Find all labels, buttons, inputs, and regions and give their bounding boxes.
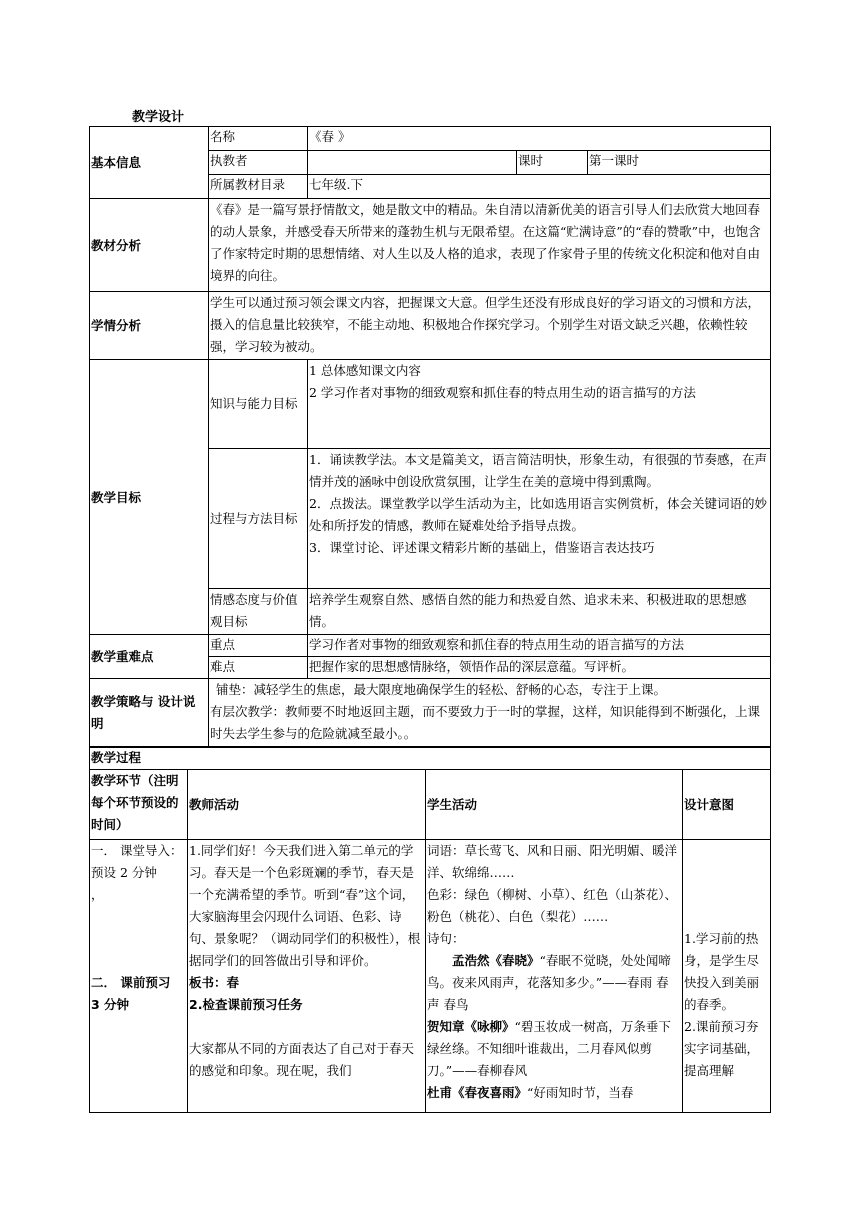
- student-words: 词语：草长莺飞、风和日丽、阳光明媚、暖洋洋、软绵绵……: [427, 843, 678, 880]
- stage-1-note: ，: [91, 887, 104, 902]
- process-content: [308, 449, 771, 589]
- keypoints-heading: 教学重难点: [90, 635, 209, 679]
- student-poem-3: [427, 1082, 681, 1104]
- student-poems-label: 诗句：: [427, 931, 465, 946]
- page-title: 教学设计: [132, 110, 185, 125]
- hard-label: 难点: [209, 657, 308, 679]
- name-label: 名称: [209, 127, 308, 151]
- key-text: 学习作者对事物的细致观察和抓住春的特点用生动的语言描写的方法: [308, 635, 771, 657]
- student-analysis-heading: 学情分析: [90, 292, 209, 360]
- process-table: [89, 747, 771, 1113]
- poem-2: “碧玉妆成一树高，万条垂下绿丝绦。不知细叶谁裁出，二月春风似剪刀。”——春柳春风: [427, 1019, 671, 1078]
- process-label: 过程与方法目标: [209, 449, 308, 589]
- intent-2: 2.课前预习夯实字词基础，提高理解: [684, 1019, 760, 1078]
- student-activity: [426, 840, 683, 1113]
- teacher-paragraph-2: 2.检查课前预习任务: [189, 997, 303, 1012]
- stage-cell: [90, 840, 188, 1113]
- stage-2: 二． 课前预习: [91, 975, 171, 990]
- poet-3: 杜甫《春夜喜雨》: [427, 1085, 528, 1100]
- strategy-text-2: 有层次教学：教师要不时地返回主题，而不要致力于一时的掌握，这样，知识能得到不断强化，上课时失去学生参与的危险就减至最小。。: [210, 704, 761, 741]
- name-value: 《春 》: [308, 127, 771, 151]
- design-intent: [683, 840, 771, 1113]
- student-poem-2: [427, 1016, 681, 1082]
- material-analysis-text: 《春》是一篇写景抒情散文，她是散文中的精品。朱自清以清新优美的语言引导人们去欣赏大地回春的动人景象，并感受春天所带来的蓬勃生机与无限希望。在这篇“贮满诗意”的“春的赞歌”中，也饱含了作家特定时期的思想情绪、对人生以及人格的追求，表现了作家骨子里的传统文化积淀和他对自由境界的向往。: [209, 199, 771, 292]
- design-table: [89, 126, 771, 747]
- col-teacher: 教师活动: [188, 770, 426, 840]
- knowledge-line: 2 学习作者对事物的细致观察和抓住春的特点用生动的语言描写的方法: [309, 385, 696, 400]
- emotion-text: 培养学生观察自然、感悟自然的能力和热爱自然、追求未来、积极进取的思想感情。: [308, 589, 771, 635]
- teacher-paragraph-3: 大家都从不同的方面表达了自己对于春天的感觉和印象。现在呢，我们: [189, 1041, 415, 1078]
- col-stage: 教学环节（注明每个环节预设的时间）: [90, 770, 188, 840]
- teacher-paragraph-1: 1.同学们好！今天我们进入第二单元的学习。春天是一个色彩斑斓的季节，春天是一个充满希望的季节。听到“春”这个词，大家脑海里会闪现什么词语、色彩、诗句、景象呢？（调动同学们的积极性），根据同学们的回答做出引导和评价。: [189, 843, 421, 968]
- basic-info-heading: 基本信息: [90, 127, 209, 199]
- period-value: 第一课时: [588, 151, 771, 175]
- process-line: 1．诵读教学法。本文是篇美文，语言简洁明快，形象生动，有很强的节奏感，在声情并茂的涵咏中创设欣赏氛围，让学生在美的意境中得到熏陶。: [309, 452, 767, 489]
- material-analysis-heading: 教材分析: [90, 199, 209, 292]
- poem-3: “好雨知时节，当春: [527, 1085, 634, 1100]
- student-colors: 色彩：绿色（柳树、小草）、红色（山茶花）、粉色（桃花）、白色（梨花）……: [427, 887, 678, 924]
- poet-2: 贺知章《咏柳》: [427, 1019, 515, 1034]
- key-label: 重点: [209, 635, 308, 657]
- strategy-heading: 教学策略与 设计说明: [90, 679, 209, 747]
- catalog-label: 所属教材目录: [209, 175, 308, 199]
- emotion-label: 情感态度与价值观目标: [209, 589, 308, 635]
- intent-1: 1.学习前的热身，是学生尽快投入到美丽的春季。: [684, 931, 760, 1012]
- process-line: 3．课堂讨论、评述课文精彩片断的基础上，借鉴语言表达技巧: [309, 540, 655, 555]
- poet-1: 孟浩然《春晓》: [452, 953, 540, 968]
- teacher-label: 执教者: [209, 151, 308, 175]
- knowledge-content: [308, 360, 771, 449]
- student-poem-1: [427, 950, 681, 1016]
- process-line: 2．点拨法。课堂教学以学生活动为主，比如选用语言实例赏析，体会关键词语的妙处和所抒发的情感，教师在疑难处给予指导点拨。: [309, 496, 767, 533]
- hard-text: 把握作家的思想感情脉络，领悟作品的深层意蕴。写评析。: [308, 657, 771, 679]
- period-label: 课时: [517, 151, 588, 175]
- knowledge-label: 知识与能力目标: [209, 360, 308, 449]
- process-heading: 教学过程: [90, 748, 771, 770]
- catalog-value: 七年级.下: [308, 175, 771, 199]
- strategy-content: [209, 679, 771, 747]
- stage-2-time: 3 分钟: [91, 997, 130, 1012]
- stage-1: 一． 课堂导入：预设 2 分钟: [91, 843, 183, 880]
- poem-1: “春眠不觉晓，处处闻啼鸟。夜来风雨声，花落知多少。”——春雨 春声 春鸟: [427, 953, 671, 1012]
- teacher-board: 板书：春: [189, 975, 240, 990]
- knowledge-line: 1 总体感知课文内容: [309, 363, 421, 378]
- teacher-activity: [188, 840, 426, 1113]
- strategy-text-1: 铺垫：减轻学生的焦虑，最大限度地确保学生的轻松、舒畅的心态，专注于上课。: [216, 682, 667, 697]
- student-analysis-text: 学生可以通过预习领会课文内容，把握课文大意。但学生还没有形成良好的学习语文的习惯和方法，摄入的信息量比较狭窄，不能主动地、积极地合作探究学习。个别学生对语文缺乏兴趣，依赖性较强，学习较为被动。: [209, 292, 771, 360]
- objectives-heading: 教学目标: [90, 360, 209, 635]
- col-intent: 设计意图: [683, 770, 771, 840]
- col-student: 学生活动: [426, 770, 683, 840]
- teacher-value: [308, 151, 517, 175]
